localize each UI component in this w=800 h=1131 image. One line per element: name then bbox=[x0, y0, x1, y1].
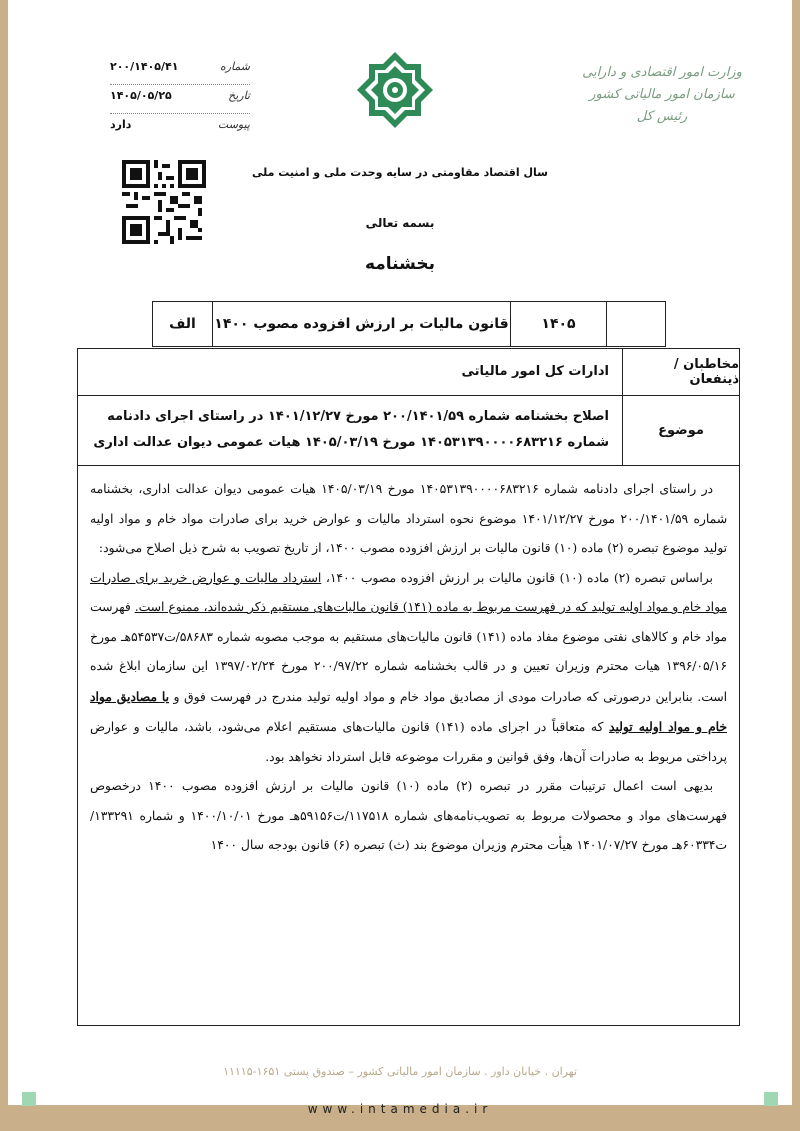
paragraph-2-end: که متعاقباً در اجرای ماده (۱۴۱) قانون مالیات‌های مستقیم اعلام می‌شود، باشد، مالیات و عوارض پرداختی مربوط به صادرات آن‌ها، وفق قوانین و مقررات موضوعه قابل استرداد نخواهد بود. bbox=[90, 720, 727, 764]
paragraph-1: در راستای اجرای دادنامه شماره ۱۴۰۵۳۱۳۹۰۰۰۰۶۸۳۲۱۶ مورخ ۱۴۰۵/۰۳/۱۹ هیات عمومی دیوان عدالت اداری، بخشنامه شماره ۲۰۰/۱۴۰۱/۵۹ مورخ ۱۴۰۱/۱۲/۲۷ موضوع نحوه استرداد مالیات و عوارض خرید برای صادرات مواد خام و مواد اولیه تولید موضوع تبصره (۲) ماده (۱۰) قانون مالیات بر ارزش افزوده مصوب ۱۴۰۰، از تاریخ تصویب به شرح ذیل اصلاح می‌شود: bbox=[90, 482, 727, 555]
circular-info-table bbox=[152, 301, 666, 347]
organization-header bbox=[562, 62, 762, 128]
page-border-right bbox=[792, 0, 800, 1131]
number-value: ۲۰۰/۱۴۰۵/۴۱ bbox=[110, 60, 179, 73]
number-row bbox=[110, 60, 250, 85]
document-title: بخشنامه bbox=[364, 254, 436, 274]
paragraph-2-bold: یا مصادیق مواد خام و مواد اولیه تولید bbox=[90, 688, 727, 734]
attachment-value: دارد bbox=[110, 118, 132, 131]
law-title-cell: قانون مالیات بر ارزش افزوده مصوب ۱۴۰۰ bbox=[213, 302, 511, 347]
subject-label: موضوع bbox=[622, 395, 739, 465]
letter-meta bbox=[110, 60, 250, 146]
attachment-label: پیوست bbox=[217, 118, 250, 131]
date-row bbox=[110, 89, 250, 114]
paragraph-2 bbox=[90, 564, 727, 773]
recipients-label: مخاطبان / ذینفعان bbox=[622, 349, 739, 395]
date-value: ۱۴۰۵/۰۵/۲۵ bbox=[110, 89, 172, 102]
series-cell: الف bbox=[153, 302, 213, 347]
subject-row bbox=[78, 395, 739, 466]
year-slogan: سال اقتصاد مقاومتی در سایه وحدت ملی و امنیت ملی bbox=[252, 166, 548, 179]
paragraph-2-intro: براساس تبصره (۲) ماده (۱۰) قانون مالیات بر ارزش افزوده مصوب ۱۴۰۰، bbox=[321, 570, 713, 585]
circular-text bbox=[90, 475, 727, 861]
circular-body-table bbox=[77, 348, 740, 1026]
attachment-row bbox=[110, 118, 250, 142]
head-title: رئیس کل bbox=[636, 109, 688, 124]
year-cell: ۱۴۰۵ bbox=[511, 302, 607, 347]
recipients-row bbox=[78, 349, 739, 396]
tax-organization-logo-icon bbox=[355, 50, 435, 130]
number-label: شماره bbox=[219, 60, 250, 73]
ministry-name: وزارت امور اقتصادی و دارایی bbox=[582, 65, 742, 80]
footer-website: www.intamedia.ir bbox=[307, 1102, 493, 1116]
footer-address: تهران . خیابان داور . سازمان امور مالیاتی کشور – صندوق پستی ۱۶۵۱-۱۱۱۱۵ bbox=[223, 1065, 577, 1078]
date-label: تاریخ bbox=[228, 89, 250, 102]
blank-cell bbox=[607, 302, 666, 347]
paragraph-2-underlined: استرداد مالیات و عوارض خرید برای صادرات مواد خام و مواد اولیه تولید که در فهرست مربوط به ماده (۱۴۱) قانون مالیات‌های مستقیم ذکر شده‌اند، ممنوع است. bbox=[90, 570, 728, 614]
paragraph-2-middle: فهرست مواد خام و کالاهای نفتی موضوع مفاد ماده (۱۴۱) قانون مالیات‌های مستقیم به موجب مصوبه شماره ۵۸۶۸۳/ت۵۴۵۳۷هـ مورخ ۱۳۹۶/۰۵/۱۶ هیات محترم وزیران تعیین و در قالب بخشنامه شماره ۲۰۰/۹۷/۲۲ مورخ ۱۳۹۷/۰۲/۲۴ این سازمان ابلاغ شده است. بنابراین درصورتی که صادرات مودی از مصادیق مواد خام و مواد اولیه تولید مندرج در فهرست فوق و bbox=[90, 600, 728, 704]
paragraph-3: بدیهی است اعمال ترتیبات مقرر در تبصره (۲) ماده (۱۰) قانون مالیات بر ارزش افزوده مصوب ۱۴۰۰ درخصوص فهرست‌های مواد و محصولات مربوط به تصویب‌نامه‌های شماره ۱۱۷۵۱۸/ت۵۹۱۵۶هـ مورخ ۱۴۰۰/۱۰/۰۱ و شماره ۱۳۳۲۹۱/ت۶۰۳۳۴هـ مورخ ۱۴۰۱/۰۷/۲۷ هیأت محترم وزیران موضوع بند (ث) تبصره (۶) قانون بودجه سال ۱۴۰۰ bbox=[90, 779, 727, 852]
subject-value: اصلاح بخشنامه شماره ۲۰۰/۱۴۰۱/۵۹ مورخ ۱۴۰۱/۱۲/۲۷ در راستای اجرای دادنامه شماره ۱۴۰۵۳۱۳۹۰۰۰۰۶۸۳۲۱۶ مورخ ۱۴۰۵/۰۳/۱۹ هیات عمومی دیوان عدالت اداری bbox=[93, 409, 609, 450]
qr-code-icon bbox=[122, 160, 206, 244]
recipients-value: ادارات کل امور مالیاتی bbox=[461, 364, 609, 379]
page-border-left bbox=[0, 0, 8, 1131]
basmala: بسمه تعالی bbox=[365, 216, 435, 230]
organization-name: سازمان امور مالیاتی کشور bbox=[589, 87, 735, 102]
